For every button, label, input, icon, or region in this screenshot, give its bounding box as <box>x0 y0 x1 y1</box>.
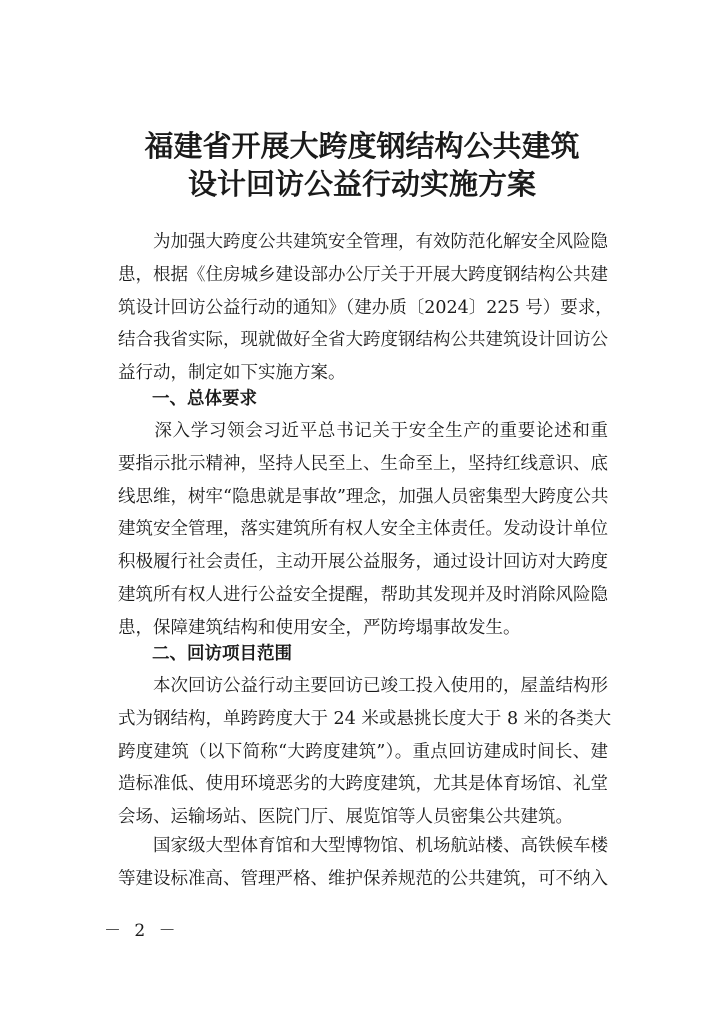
paragraph-line: 积极履行社会责任，主动开展公益服务，通过设计回访对大跨度 <box>118 552 608 573</box>
paragraph-line: 建筑所有权人进行公益安全提醒，帮助其发现并及时消除风险隐 <box>118 584 608 605</box>
paragraph-line: 跨度建筑（以下简称“大跨度建筑”）。重点回访建成时间长、建 <box>118 741 608 762</box>
document-title-line-2: 设计回访公益行动实施方案 <box>187 167 536 201</box>
paragraph-line: 式为钢结构，单跨跨度大于 24 米或悬挑长度大于 8 米的各类大 <box>118 708 612 729</box>
page-number: － 2 － <box>104 921 180 941</box>
project-scope-paragraph <box>118 670 612 834</box>
general-requirements-paragraph <box>118 415 608 645</box>
paragraph-line: 结合我省实际，现就做好全省大跨度钢结构公共建筑设计回访公 <box>118 330 608 351</box>
paragraph-line: 患，根据《住房城乡建设部办公厅关于开展大跨度钢结构公共建 <box>118 264 608 285</box>
paragraph-line: 建筑安全管理，落实建筑所有权人安全主体责任。发动设计单位 <box>118 519 608 540</box>
paragraph-line: 为加强大跨度公共建筑安全管理，有效防范化解安全风险隐 <box>118 232 608 252</box>
paragraph-line: 线思维，树牢“隐患就是事故”理念，加强人员密集型大跨度公共 <box>118 486 609 507</box>
paragraph-line: 造标准低、使用环境恶劣的大跨度建筑，尤其是体育场馆、礼堂 <box>118 774 608 795</box>
paragraph-line: 益行动，制定如下实施方案。 <box>118 363 346 384</box>
project-scope-paragraph-2 <box>118 830 608 896</box>
section-heading-project-scope: 二、回访项目范围 <box>152 644 292 664</box>
paragraph-line: 深入学习领会习近平总书记关于安全生产的重要论述和重 <box>118 421 608 441</box>
section-heading-general-requirements: 一、总体要求 <box>152 389 257 409</box>
document-title-line-1: 福建省开展大跨度钢结构公共建筑 <box>144 129 580 163</box>
paragraph-line: 筑设计回访公益行动的通知》（建办质〔2024〕225 号）要求， <box>118 297 613 318</box>
paragraph-line: 患，保障建筑结构和使用安全，严防垮塌事故发生。 <box>118 617 521 638</box>
paragraph-line: 等建设标准高、管理严格、维护保养规范的公共建筑，可不纳入 <box>118 868 608 889</box>
paragraph-line: 本次回访公益行动主要回访已竣工投入使用的，屋盖结构形 <box>118 676 608 696</box>
intro-paragraph <box>118 226 613 390</box>
paragraph-line: 国家级大型体育馆和大型博物馆、机场航站楼、高铁候车楼 <box>118 836 608 856</box>
paragraph-line: 要指示批示精神，坚持人民至上、生命至上，坚持红线意识、底 <box>118 453 608 474</box>
paragraph-line: 会场、运输场站、医院门厅、展览馆等人员密集公共建筑。 <box>118 807 573 828</box>
